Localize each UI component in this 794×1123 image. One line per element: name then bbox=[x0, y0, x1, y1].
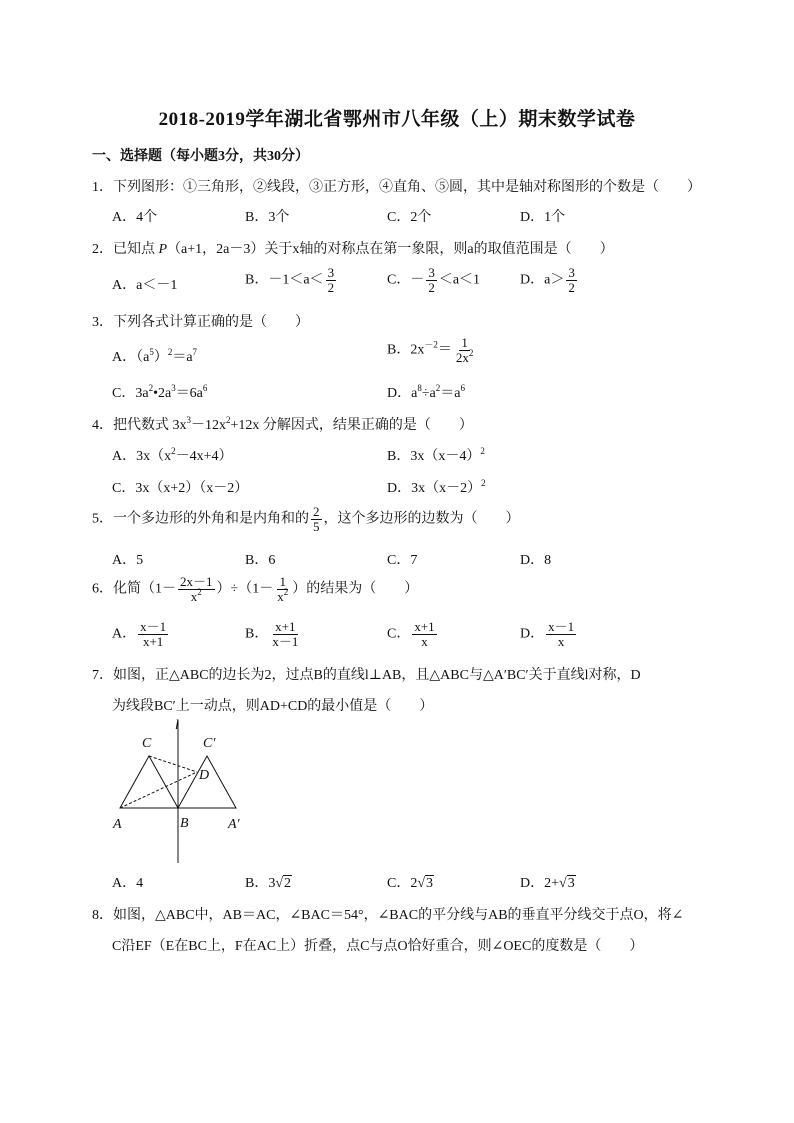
q6-option-c: C． $\frac{x+1}{x}$ bbox=[387, 619, 435, 649]
q1-option-a: A．4个 bbox=[112, 210, 158, 225]
q5-option-a: A．5 bbox=[112, 553, 144, 568]
q2-option-d: D．a＞ $\frac{3}{2}$ bbox=[520, 265, 575, 295]
q6-option-d: D． $\frac{x-1}{x}$ bbox=[520, 619, 575, 649]
question-5-stem: 5．一个多边形的外角和是内角和的 $\frac{2}{5}$ ，这个多边形的边数为（ ） bbox=[92, 504, 520, 534]
question-6-stem: 6．化简（1－ $\frac{2x-1}{x^2}$ ）÷（1－ $\frac{1}{x^2}$ ）的结果为（ ） bbox=[92, 574, 419, 604]
label-c: C bbox=[142, 736, 152, 751]
label-d: D bbox=[199, 768, 210, 783]
q5-option-c: C．7 bbox=[387, 553, 418, 568]
question-3-stem: 3．下列各式计算正确的是（ ） bbox=[92, 315, 309, 330]
exam-title: 2018-2019学年湖北省鄂州市八年级（上）期末数学试卷 bbox=[158, 109, 636, 130]
q3-option-d: D．$a^8\div a^2=a^6$ bbox=[387, 383, 465, 401]
dashed-ad bbox=[120, 772, 197, 808]
q7-option-a: A．4 bbox=[112, 876, 144, 891]
triangle-abc bbox=[120, 756, 178, 808]
question-1-stem: 1．下列图形：①三角形，②线段，③正方形，④直角、⑤圆，其中是轴对称图形的个数是（ ） bbox=[92, 180, 701, 195]
label-b: B bbox=[180, 816, 189, 831]
q4-option-c: C．3x（x+2）（x－2） bbox=[112, 481, 249, 496]
q7-triangle-figure bbox=[105, 715, 265, 865]
question-4-stem: 4．把代数式 $3x^3-12x^2+12x$ 分解因式，结果正确的是（ ） bbox=[92, 415, 473, 433]
q6-option-a: A． $\frac{x-1}{x+1}$ bbox=[112, 619, 167, 649]
q7-option-c: C．2√3 bbox=[387, 876, 434, 891]
q4-option-b: B．$3x(x-4)^2$ bbox=[387, 446, 485, 464]
label-a-prime: A′ bbox=[228, 817, 240, 832]
q1-option-b: B．3个 bbox=[245, 210, 290, 225]
q2-option-a: A．a＜－1 bbox=[112, 278, 178, 293]
q5-option-b: B．6 bbox=[245, 553, 276, 568]
q3-option-b: B．$2x^{-2}=$ $\frac{1}{2x^2}$ bbox=[387, 335, 474, 365]
q4-option-d: D．$3x(x-2)^2$ bbox=[387, 478, 486, 496]
section-heading: 一、选择题（每小题3分，共30分） bbox=[92, 149, 309, 164]
q6-option-b: B． $\frac{x+1}{x-1}$ bbox=[245, 619, 299, 649]
question-8-line-1: 8．如图，△ABC中，AB＝AC，∠BAC＝54°，∠BAC的平分线与AB的垂直平分线交于点O，将∠ bbox=[92, 908, 684, 923]
q7-option-b: B．3√2 bbox=[245, 876, 292, 891]
q1-option-c: C．2个 bbox=[387, 210, 432, 225]
question-7-line-2: 为线段BC′上一动点，则AD+CD的最小值是（ ） bbox=[112, 699, 434, 714]
q3-option-c: C．$3a^2•2a^3=6a^6$ bbox=[112, 383, 208, 401]
question-2-stem: 2．已知点 P（a+1，2a－3）关于x轴的对称点在第一象限，则a的取值范围是（ ） bbox=[92, 242, 614, 257]
q7-option-d: D．2+√3 bbox=[520, 876, 575, 891]
question-7-line-1: 7．如图，正△ABC的边长为2，过点B的直线l⊥AB，且△ABC与△A′BC′关于直线l对称，D bbox=[92, 668, 641, 683]
label-a: A bbox=[113, 817, 122, 832]
q2-option-c: C．－ $\frac{3}{2}$ ＜a＜1 bbox=[387, 265, 481, 295]
q3-option-a: A．$(a^5)^2=a^7$ bbox=[112, 347, 198, 365]
q4-option-a: A．$3x(x^2-4x+4)$ bbox=[112, 446, 233, 464]
label-l: l bbox=[175, 718, 179, 733]
q2-option-b: B．－1＜a＜ $\frac{3}{2}$ bbox=[245, 265, 335, 295]
q1-option-d: D．1个 bbox=[520, 210, 566, 225]
label-c-prime: C′ bbox=[203, 736, 216, 751]
q5-option-d: D．8 bbox=[520, 553, 552, 568]
question-8-line-2: C沿EF（E在BC上，F在AC上）折叠，点C与点O恰好重合，则∠OEC的度数是（ ） bbox=[112, 939, 644, 954]
